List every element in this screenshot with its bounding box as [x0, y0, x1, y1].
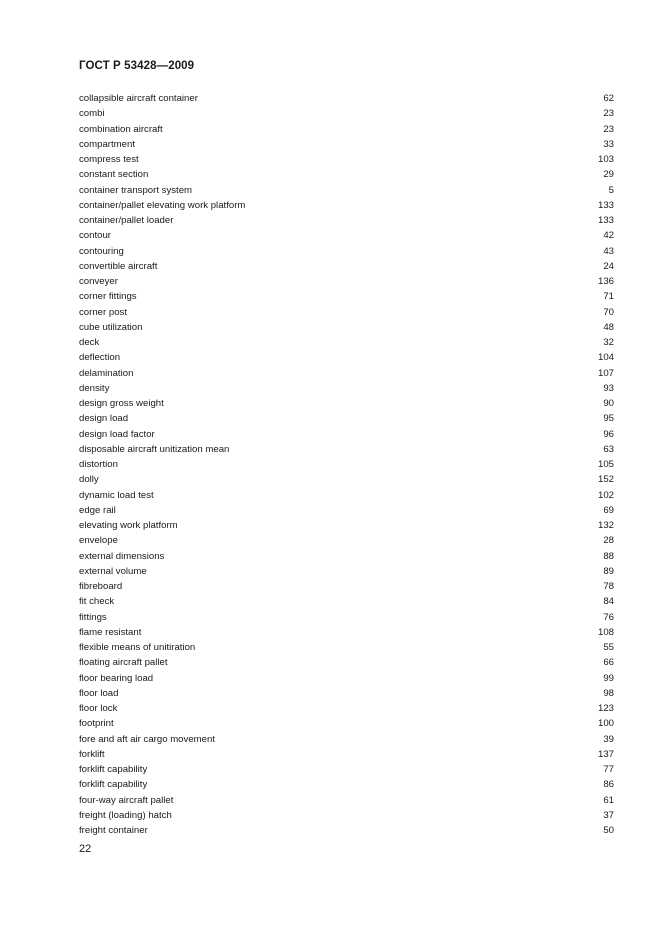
index-page-ref: 133: [597, 199, 614, 211]
index-page-ref: 152: [597, 474, 614, 486]
index-page-ref: 93: [603, 382, 614, 394]
index-page-ref: 5: [608, 184, 614, 196]
index-page-ref: 33: [603, 138, 614, 150]
index-page-ref: 70: [603, 306, 614, 318]
index-entry: [79, 91, 614, 106]
index-entry: [79, 457, 614, 472]
index-entry: [79, 289, 614, 304]
index-term: contour: [79, 230, 111, 242]
index-page-ref: 76: [603, 611, 614, 623]
index-entry: [79, 716, 614, 731]
index-entry: [79, 442, 614, 457]
index-entry: [79, 732, 614, 747]
index-term: density: [79, 382, 110, 394]
index-term: container transport system: [79, 184, 193, 196]
index-term: compress test: [79, 154, 139, 165]
index-entry: [79, 167, 614, 182]
index-entry: [79, 549, 614, 564]
index-entry: [79, 503, 614, 518]
index-term: flexible means of unitiration: [79, 642, 196, 653]
index-entry: [79, 106, 614, 121]
index-term: distortion: [79, 459, 118, 470]
index-page-ref: 43: [603, 245, 614, 257]
index-entry: [79, 488, 614, 503]
index-term: floor load: [79, 687, 119, 699]
index-entry: [79, 625, 614, 640]
alphabetical-index: [79, 91, 614, 838]
index-term: fit check: [79, 596, 115, 608]
index-entry: [79, 808, 614, 823]
page-number: 22: [79, 843, 92, 855]
index-term: four-way aircraft pallet: [79, 794, 174, 806]
index-entry: [79, 594, 614, 609]
index-term: forklift capability: [79, 764, 148, 775]
index-entry: [79, 655, 614, 670]
index-term: dynamic load test: [79, 489, 154, 501]
index-term: freight container: [79, 825, 148, 836]
index-page-ref: 123: [597, 703, 614, 714]
index-term: corner post: [79, 306, 127, 318]
index-page-ref: 55: [603, 642, 614, 653]
index-term: dolly: [79, 474, 99, 486]
index-page-ref: 78: [603, 581, 614, 592]
index-term: deflection: [79, 352, 121, 364]
index-page-ref: 63: [603, 443, 614, 455]
index-entry: [79, 259, 614, 274]
index-page-ref: 108: [597, 626, 614, 638]
index-page-ref: 103: [597, 154, 614, 165]
index-term: envelope: [79, 535, 118, 547]
index-term: combi: [79, 108, 105, 120]
index-term: convertible aircraft: [79, 260, 158, 272]
index-term: constant section: [79, 169, 149, 181]
index-term: delamination: [79, 367, 134, 379]
index-page-ref: 136: [597, 276, 614, 287]
index-page-ref: 32: [603, 337, 614, 348]
index-entry: [79, 244, 614, 259]
index-term: fore and aft air cargo movement: [79, 733, 215, 745]
index-term: container/pallet elevating work platform: [79, 199, 246, 211]
index-term: compartment: [79, 138, 135, 150]
index-page-ref: 132: [597, 520, 614, 531]
index-term: disposable aircraft unitization mean: [79, 443, 230, 455]
index-term: floor bearing load: [79, 672, 154, 684]
index-entry: [79, 335, 614, 350]
index-entry: [79, 823, 614, 838]
index-page-ref: 99: [603, 672, 614, 684]
index-entry: [79, 366, 614, 381]
index-page-ref: 39: [603, 733, 614, 745]
index-term: container/pallet loader: [79, 215, 174, 226]
index-term: forklift: [79, 748, 105, 760]
index-entry: [79, 747, 614, 762]
index-entry: [79, 427, 614, 442]
index-entry: [79, 183, 614, 198]
index-term: design load factor: [79, 428, 155, 440]
index-page-ref: 89: [603, 565, 614, 577]
index-page-ref: 66: [603, 657, 614, 669]
index-term: design load: [79, 413, 129, 425]
index-term: forklift capability: [79, 779, 148, 791]
index-page-ref: 86: [603, 779, 614, 791]
index-entry: [79, 579, 614, 594]
index-page-ref: 50: [603, 825, 614, 836]
index-entry: [79, 411, 614, 426]
index-page-ref: 23: [603, 123, 614, 135]
index-page-ref: 71: [603, 291, 614, 303]
index-entry: [79, 381, 614, 396]
index-page-ref: 133: [597, 215, 614, 226]
index-entry: [79, 640, 614, 655]
index-entry: [79, 564, 614, 579]
index-page-ref: 28: [603, 535, 614, 547]
index-term: fibreboard: [79, 581, 123, 592]
index-page-ref: 95: [603, 413, 614, 425]
index-page-ref: 84: [603, 596, 614, 608]
index-entry: [79, 762, 614, 777]
index-term: conveyer: [79, 276, 118, 287]
index-entry: [79, 472, 614, 487]
index-entry: [79, 350, 614, 365]
index-term: design gross weight: [79, 398, 164, 409]
index-term: corner fittings: [79, 291, 137, 303]
index-entry: [79, 777, 614, 792]
index-page-ref: 90: [603, 398, 614, 409]
index-term: collapsible aircraft container: [79, 93, 198, 104]
index-term: cube utilization: [79, 321, 143, 333]
index-page-ref: 88: [603, 550, 614, 562]
index-entry: [79, 305, 614, 320]
index-entry: [79, 320, 614, 335]
index-entry: [79, 228, 614, 243]
index-page-ref: 42: [603, 230, 614, 242]
index-entry: [79, 793, 614, 808]
index-entry: [79, 610, 614, 625]
index-page-ref: 24: [603, 260, 614, 272]
index-page-ref: 102: [597, 489, 614, 501]
index-entry: [79, 701, 614, 716]
index-entry: [79, 198, 614, 213]
index-term: flame resistant: [79, 626, 142, 638]
index-page-ref: 29: [603, 169, 614, 181]
index-term: floor lock: [79, 703, 118, 714]
index-page-ref: 62: [603, 93, 614, 104]
index-term: floating aircraft pallet: [79, 657, 168, 669]
index-term: external dimensions: [79, 550, 165, 562]
index-entry: [79, 671, 614, 686]
index-entry: [79, 533, 614, 548]
index-term: edge rail: [79, 504, 116, 516]
index-term: elevating work platform: [79, 520, 178, 531]
index-entry: [79, 396, 614, 411]
index-page-ref: 105: [597, 459, 614, 470]
index-term: freight (loading) hatch: [79, 809, 172, 821]
index-entry: [79, 122, 614, 137]
index-term: deck: [79, 337, 100, 348]
index-entry: [79, 137, 614, 152]
index-page-ref: 69: [603, 504, 614, 516]
index-entry: [79, 213, 614, 228]
index-page-ref: 137: [597, 748, 614, 760]
index-term: fittings: [79, 611, 107, 623]
index-page-ref: 61: [603, 794, 614, 806]
index-page-ref: 104: [597, 352, 614, 364]
index-page-ref: 48: [603, 321, 614, 333]
index-entry: [79, 274, 614, 289]
index-page-ref: 96: [603, 428, 614, 440]
index-entry: [79, 518, 614, 533]
index-page-ref: 23: [603, 108, 614, 120]
index-page-ref: 98: [603, 687, 614, 699]
index-page-ref: 77: [603, 764, 614, 775]
document-header: ГОСТ Р 53428—2009: [79, 60, 195, 72]
index-entry: [79, 152, 614, 167]
index-page-ref: 107: [597, 367, 614, 379]
index-term: combination aircraft: [79, 123, 163, 135]
index-term: external volume: [79, 565, 147, 577]
index-page-ref: 100: [597, 718, 614, 730]
index-term: contouring: [79, 245, 124, 257]
index-page-ref: 37: [603, 809, 614, 821]
index-entry: [79, 686, 614, 701]
index-term: footprint: [79, 718, 114, 730]
